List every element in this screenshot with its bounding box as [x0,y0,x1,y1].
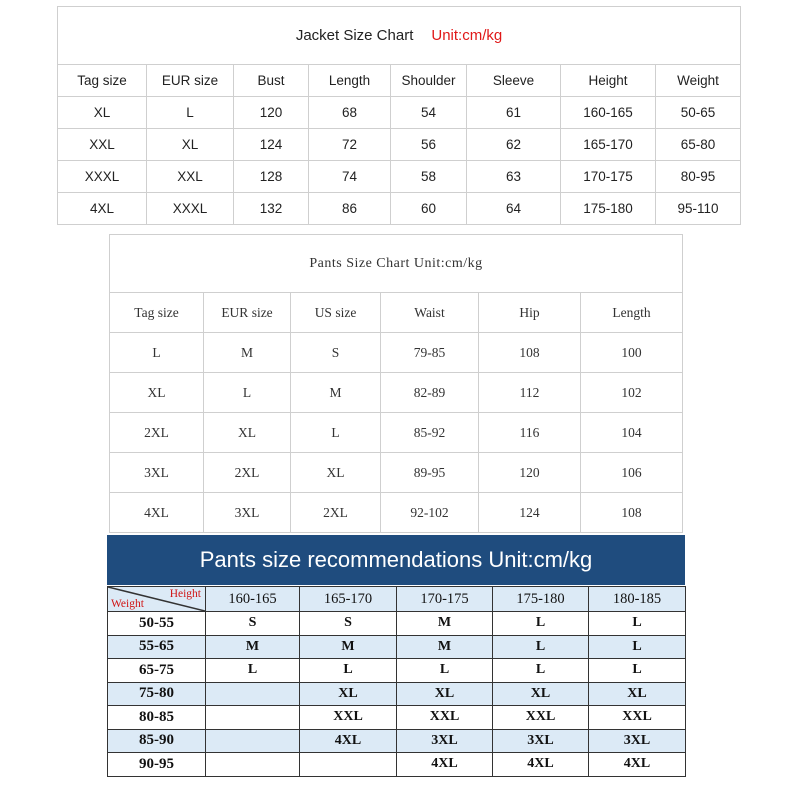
weight-range-cell: 90-95 [108,753,206,777]
jacket-table-row [58,161,741,193]
recommended-size-cell: 3XL [589,729,686,753]
jacket-table-cell: XL [147,129,234,161]
recommendations-header-row [108,587,686,612]
height-range-header: 175-180 [493,587,589,612]
pants-table-cell: 2XL [291,493,381,533]
recommended-size-cell: XXL [493,706,589,730]
jacket-table-cell: 54 [391,97,467,129]
recommended-size-cell: S [300,612,397,636]
recommended-size-cell: 4XL [300,729,397,753]
jacket-table-cell: 132 [234,193,309,225]
weight-range-cell: 50-55 [108,612,206,636]
recommendation-row [108,612,686,636]
jacket-table-cell: 61 [467,97,561,129]
pants-chart-title: Pants Size Chart Unit:cm/kg [110,235,683,293]
jacket-table-cell: 95-110 [656,193,741,225]
jacket-table-cell: 72 [309,129,391,161]
pants-table-cell: 102 [581,373,683,413]
pants-table-cell: XL [110,373,204,413]
weight-range-cell: 85-90 [108,729,206,753]
jacket-header-row [58,65,741,97]
jacket-column-header: EUR size [147,65,234,97]
recommended-size-cell: L [589,635,686,659]
jacket-table-cell: 124 [234,129,309,161]
pants-table-row [110,453,683,493]
pants-table-cell: XL [291,453,381,493]
pants-table-cell: L [204,373,291,413]
recommended-size-cell: S [206,612,300,636]
recommended-size-cell: L [493,635,589,659]
jacket-table-cell: 56 [391,129,467,161]
jacket-table-row [58,97,741,129]
pants-table-cell: 124 [479,493,581,533]
pants-table-cell: 3XL [204,493,291,533]
height-range-header: 180-185 [589,587,686,612]
pants-table-cell: S [291,333,381,373]
jacket-chart-title-cell [58,7,741,65]
recommendation-row [108,682,686,706]
recommended-size-cell: XL [493,682,589,706]
jacket-table-row [58,193,741,225]
jacket-table-cell: 64 [467,193,561,225]
pants-table-cell: 82-89 [381,373,479,413]
pants-body [110,333,683,533]
recommended-size-cell: M [206,635,300,659]
jacket-table-cell: 50-65 [656,97,741,129]
jacket-table-cell: XXL [58,129,147,161]
pants-table-cell: 108 [479,333,581,373]
pants-recommendations-table [107,586,686,777]
height-range-header: 160-165 [206,587,300,612]
recommendation-row [108,706,686,730]
jacket-column-header: Bust [234,65,309,97]
jacket-table-cell: 65-80 [656,129,741,161]
jacket-chart-unit: Unit:cm/kg [431,27,503,44]
jacket-column-header: Sleeve [467,65,561,97]
jacket-column-header: Tag size [58,65,147,97]
jacket-table-cell: 170-175 [561,161,656,193]
pants-column-header: US size [291,293,381,333]
height-weight-corner [108,587,206,612]
height-range-header: 165-170 [300,587,397,612]
jacket-table-cell: 74 [309,161,391,193]
jacket-table-cell: XXXL [58,161,147,193]
jacket-table-cell: 68 [309,97,391,129]
pants-size-chart [109,234,683,533]
recommended-size-cell [206,753,300,777]
jacket-table-cell: 128 [234,161,309,193]
weight-range-cell: 75-80 [108,682,206,706]
pants-table-cell: 85-92 [381,413,479,453]
pants-table-cell: 3XL [110,453,204,493]
recommended-size-cell [206,682,300,706]
pants-table-row [110,333,683,373]
recommended-size-cell: XXL [300,706,397,730]
pants-table-row [110,373,683,413]
recommended-size-cell: L [397,659,493,683]
weight-range-cell: 80-85 [108,706,206,730]
jacket-column-header: Length [309,65,391,97]
pants-column-header: Waist [381,293,479,333]
recommendation-row [108,729,686,753]
jacket-table-cell: 58 [391,161,467,193]
recommended-size-cell: XXL [397,706,493,730]
pants-table-cell: 104 [581,413,683,453]
pants-table-cell: 112 [479,373,581,413]
pants-table-cell: 106 [581,453,683,493]
pants-table-cell: M [291,373,381,413]
pants-table-cell: 120 [479,453,581,493]
weight-range-cell: 65-75 [108,659,206,683]
recommended-size-cell: 3XL [493,729,589,753]
recommended-size-cell: L [206,659,300,683]
recommendations-body [108,612,686,777]
recommended-size-cell: M [397,635,493,659]
weight-range-cell: 55-65 [108,635,206,659]
pants-table-cell: 89-95 [381,453,479,493]
recommendations-title: Pants size recommendations Unit:cm/kg [107,535,685,585]
recommended-size-cell: XL [300,682,397,706]
jacket-table-cell: 165-170 [561,129,656,161]
pants-table-row [110,413,683,453]
jacket-table-cell: 63 [467,161,561,193]
jacket-table-cell: 62 [467,129,561,161]
recommended-size-cell: L [493,659,589,683]
recommended-size-cell: L [589,612,686,636]
pants-table-cell: 100 [581,333,683,373]
recommendation-row [108,635,686,659]
corner-weight-label: Weight [111,598,144,610]
jacket-table-cell: XXL [147,161,234,193]
pants-table-cell: M [204,333,291,373]
pants-column-header: EUR size [204,293,291,333]
jacket-table-cell: 160-165 [561,97,656,129]
jacket-table-cell: 120 [234,97,309,129]
jacket-body [58,97,741,225]
pants-table-cell: L [291,413,381,453]
recommended-size-cell: L [493,612,589,636]
recommended-size-cell: XXL [589,706,686,730]
jacket-table-cell: XL [58,97,147,129]
pants-column-header: Length [581,293,683,333]
jacket-table-cell: L [147,97,234,129]
jacket-column-header: Weight [656,65,741,97]
pants-table-cell: L [110,333,204,373]
jacket-chart-title: Jacket Size Chart [295,27,414,44]
recommended-size-cell: XL [589,682,686,706]
jacket-size-chart [57,6,741,225]
recommended-size-cell: 4XL [589,753,686,777]
pants-table-row [110,493,683,533]
recommended-size-cell: 4XL [493,753,589,777]
pants-table-cell: 2XL [204,453,291,493]
pants-column-header: Hip [479,293,581,333]
pants-table-cell: 116 [479,413,581,453]
recommended-size-cell: 3XL [397,729,493,753]
pants-table-cell: XL [204,413,291,453]
jacket-table-cell: 60 [391,193,467,225]
recommended-size-cell: M [397,612,493,636]
jacket-table-cell: 86 [309,193,391,225]
recommended-size-cell: XL [397,682,493,706]
recommended-size-cell: L [589,659,686,683]
recommended-size-cell [206,706,300,730]
pants-table-cell: 79-85 [381,333,479,373]
jacket-table-row [58,129,741,161]
pants-table-cell: 2XL [110,413,204,453]
recommended-size-cell [206,729,300,753]
pants-table-cell: 92-102 [381,493,479,533]
jacket-table-cell: 80-95 [656,161,741,193]
pants-header-row [110,293,683,333]
jacket-column-header: Shoulder [391,65,467,97]
jacket-table-cell: XXXL [147,193,234,225]
recommendation-row [108,753,686,777]
jacket-table-cell: 4XL [58,193,147,225]
pants-table-cell: 108 [581,493,683,533]
height-range-header: 170-175 [397,587,493,612]
recommended-size-cell: M [300,635,397,659]
jacket-column-header: Height [561,65,656,97]
corner-height-label: Height [169,588,201,600]
jacket-table-cell: 175-180 [561,193,656,225]
recommended-size-cell: 4XL [397,753,493,777]
pants-column-header: Tag size [110,293,204,333]
pants-table-cell: 4XL [110,493,204,533]
recommended-size-cell: L [300,659,397,683]
recommended-size-cell [300,753,397,777]
recommendation-row [108,659,686,683]
